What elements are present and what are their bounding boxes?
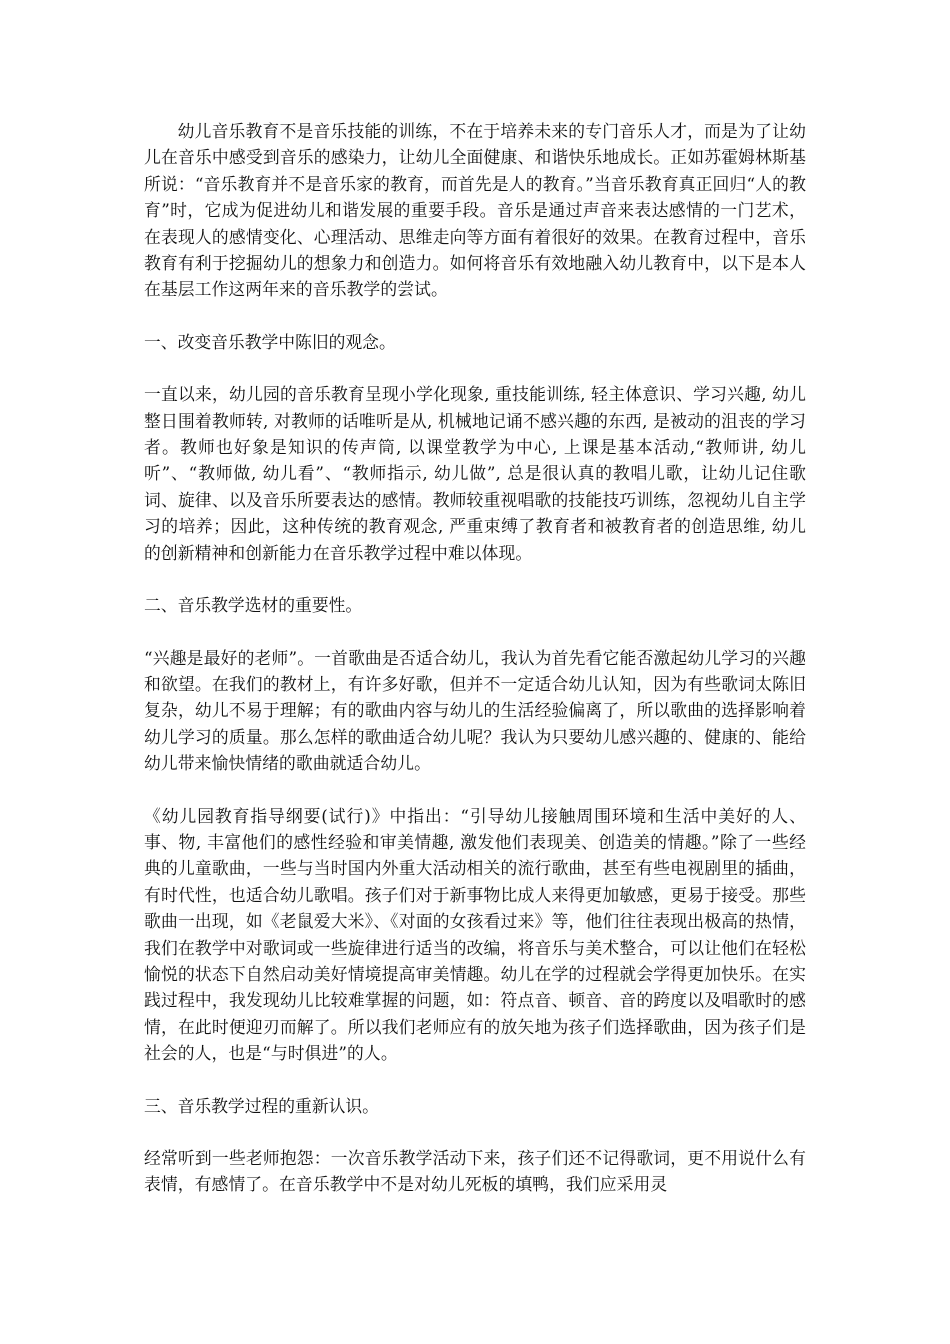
section-3-paragraph: 经常听到一些老师抱怨：一次音乐教学活动下来，孩子们还不记得歌词，更不用说什么有表情，有感情了。在音乐教学中不是对幼儿死板的填鸭，我们应采用灵: [144, 1148, 806, 1195]
section-2-heading: 二、音乐教学选材的重要性。: [144, 595, 363, 616]
section-1-heading: 一、改变音乐教学中陈旧的观念。: [144, 331, 396, 352]
section-2-paragraph-1: “兴趣是最好的老师”。一首歌曲是否适合幼儿，我认为首先看它能否激起幼儿学习的兴趣和欲望。在我们的教材上，有许多好歌，但并不一定适合幼儿认知，因为有些歌词太陈旧复杂，幼儿不易于理解；有的歌曲内容与幼儿的生活经验偏离了，所以歌曲的选择影响着幼儿学习的质量。那么怎样的歌曲适合幼儿呢？我认为只要幼儿感兴趣的、健康的、能给幼儿带来愉快情绪的歌曲就适合幼儿。: [144, 647, 806, 774]
section-1-paragraph: 一直以来，幼儿园的音乐教育呈现小学化现象, 重技能训练, 轻主体意识、学习兴趣, 幼儿整日围着教师转, 对教师的话唯听是从, 机械地记诵不感兴趣的东西, 是被动的沮丧的学习者。教师也好象是知识的传声筒, 以课堂教学为中心, 上课是基本活动,“教师讲, 幼儿听”、“教师做, 幼儿看”、“教师指示, 幼儿做”, 总是很认真的教唱儿歌，让幼儿记住歌词、旋律、以及音乐所要表达的感情。教师较重视唱歌的技能技巧训练，忽视幼儿自主学习的培养；因此，这种传统的教育观念, 严重束缚了教育者和被教育者的创造思维, 幼儿的创新精神和创新能力在音乐教学过程中难以体现。: [144, 384, 806, 563]
paragraph-gap: [144, 566, 806, 592]
paragraph-gap: [144, 1067, 806, 1093]
document-page: [144, 118, 806, 1198]
paragraph-gap: [144, 777, 806, 803]
section-2-paragraph-2: 《幼儿园教育指导纲要(试行)》中指出：“引导幼儿接触周围环境和生活中美好的人、事、物, 丰富他们的感性经验和审美情趣, 激发他们表现美、创造美的情趣。”除了一些经典的儿童歌曲，一些与当时国内外重大活动相关的流行歌曲，甚至有些电视剧里的插曲，有时代性，也适合幼儿歌唱。孩子们对于新事物比成人来得更加敏感，更易于接受。那些歌曲一出现，如《老鼠爱大米》、《对面的女孩看过来》等，他们往往表现出极高的热情，我们在教学中对歌词或一些旋律进行适当的改编，将音乐与美术整合，可以让他们在轻松愉悦的状态下自然启动美好情境提高审美情趣。幼儿在学的过程就会学得更加快乐。在实践过程中，我发现幼儿比较难掌握的问题，如：符点音、顿音、音的跨度以及唱歌时的感情，在此时便迎刃而解了。所以我们老师应有的放矢地为孩子们选择歌曲，因为孩子们是社会的人，也是“与时俱进”的人。: [144, 805, 806, 1064]
intro-paragraph: 幼儿音乐教育不是音乐技能的训练，不在于培养未来的专门音乐人才，而是为了让幼儿在音乐中感受到音乐的感染力，让幼儿全面健康、和谐快乐地成长。正如苏霍姆林斯基所说：“音乐教育并不是音乐家的教育，而首先是人的教育。”当音乐教育真正回归“人的教育”时，它成为促进幼儿和谐发展的重要手段。音乐是通过声音来表达感情的一门艺术，在表现人的感情变化、心理活动、思维走向等方面有着很好的效果。在教育过程中，音乐教育有利于挖掘幼儿的想象力和创造力。如何将音乐有效地融入幼儿教育中，以下是本人在基层工作这两年来的音乐教学的尝试。: [144, 121, 806, 300]
section-3-heading: 三、音乐教学过程的重新认识。: [144, 1095, 379, 1116]
paragraph-gap: [144, 303, 806, 329]
paragraph-gap: [144, 619, 806, 645]
paragraph-gap: [144, 1119, 806, 1145]
paragraph-gap: [144, 355, 806, 381]
